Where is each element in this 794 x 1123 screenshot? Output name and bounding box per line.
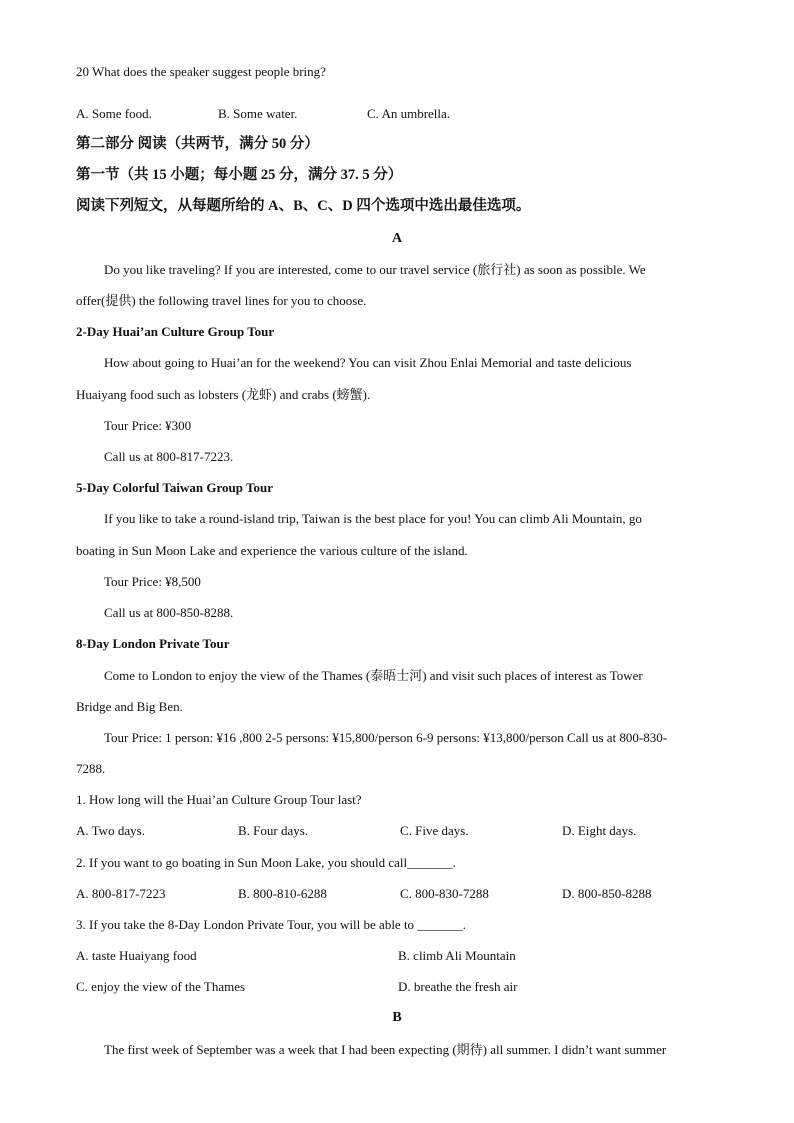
q2-option-d: D. 800-850-8288 — [562, 886, 652, 901]
tour-3-call: 7288. — [76, 761, 106, 776]
q1-option-a: A. Two days. — [76, 823, 145, 838]
tour-1-text-2: Huaiyang food such as lobsters (龙虾) and crabs (螃蟹). — [76, 387, 371, 402]
tour-2-call: Call us at 800-850-8288. — [104, 605, 234, 620]
q20-option-c: C. An umbrella. — [367, 106, 451, 121]
q2-option-b: B. 800-810-6288 — [238, 886, 327, 901]
passage-b-text: The first week of September was a week that I had been expecting (期待) all summer. I didn’t want summer — [104, 1042, 667, 1057]
intro-line-1: Do you like traveling? If you are interested, come to our travel service (旅行社) as soon as possible. We — [104, 262, 646, 277]
q2-option-a: A. 800-817-7223 — [76, 886, 166, 901]
subsection-heading: 第一节（共 15 小题；每小题 25 分，满分 37. 5 分） — [76, 167, 403, 183]
q20-option-a: A. Some food. — [76, 106, 152, 121]
tour-1-price: Tour Price: ¥300 — [104, 418, 192, 433]
section-heading: 第二部分 阅读（共两节，满分 50 分） — [76, 136, 319, 152]
q3-option-b: B. climb Ali Mountain — [398, 948, 516, 963]
q3-option-a: A. taste Huaiyang food — [76, 948, 197, 963]
q1-option-b: B. Four days. — [238, 823, 309, 838]
tour-3-text-2: Bridge and Big Ben. — [76, 699, 183, 714]
question-1-stem: 1. How long will the Huai’an Culture Group Tour last? — [76, 792, 362, 807]
q20-option-b: B. Some water. — [218, 106, 298, 121]
question-3-stem: 3. If you take the 8-Day London Private Tour, you will be able to _______. — [76, 917, 467, 932]
tour-2-text-2: boating in Sun Moon Lake and experience the various culture of the island. — [76, 543, 468, 558]
passage-b-label: B — [392, 1010, 402, 1025]
tour-2-text-1: If you like to take a round-island trip, Taiwan is the best place for you! You can climb Ali Mountain, go — [104, 511, 642, 526]
question-20-stem: 20 What does the speaker suggest people bring? — [76, 64, 326, 79]
tour-3-title: 8-Day London Private Tour — [76, 636, 230, 651]
tour-3-price: Tour Price: 1 person: ¥16 ,800 2-5 persons: ¥15,800/person 6-9 persons: ¥13,800/person Call us at 800-830- — [104, 730, 668, 745]
tour-3-text-1: Come to London to enjoy the view of the Thames (泰晤士河) and visit such places of interest as Tower — [104, 668, 643, 683]
q1-option-d: D. Eight days. — [562, 823, 637, 838]
q3-option-c: C. enjoy the view of the Thames — [76, 979, 246, 994]
tour-1-title: 2-Day Huai’an Culture Group Tour — [76, 324, 275, 339]
intro-line-2: offer(提供) the following travel lines for you to choose. — [76, 293, 367, 308]
instructions: 阅读下列短文，从每题所给的 A、B、C、D 四个选项中选出最佳选项。 — [76, 198, 531, 214]
q3-option-d: D. breathe the fresh air — [398, 979, 518, 994]
tour-1-text-1: How about going to Huai’an for the weekend? You can visit Zhou Enlai Memorial and taste delicious — [104, 355, 632, 370]
q2-option-c: C. 800-830-7288 — [400, 886, 489, 901]
tour-2-price: Tour Price: ¥8,500 — [104, 574, 201, 589]
tour-1-call: Call us at 800-817-7223. — [104, 449, 234, 464]
q1-option-c: C. Five days. — [400, 823, 469, 838]
passage-a-label: A — [391, 231, 403, 246]
question-2-stem: 2. If you want to go boating in Sun Moon Lake, you should call_______. — [76, 855, 456, 870]
tour-2-title: 5-Day Colorful Taiwan Group Tour — [76, 480, 273, 495]
